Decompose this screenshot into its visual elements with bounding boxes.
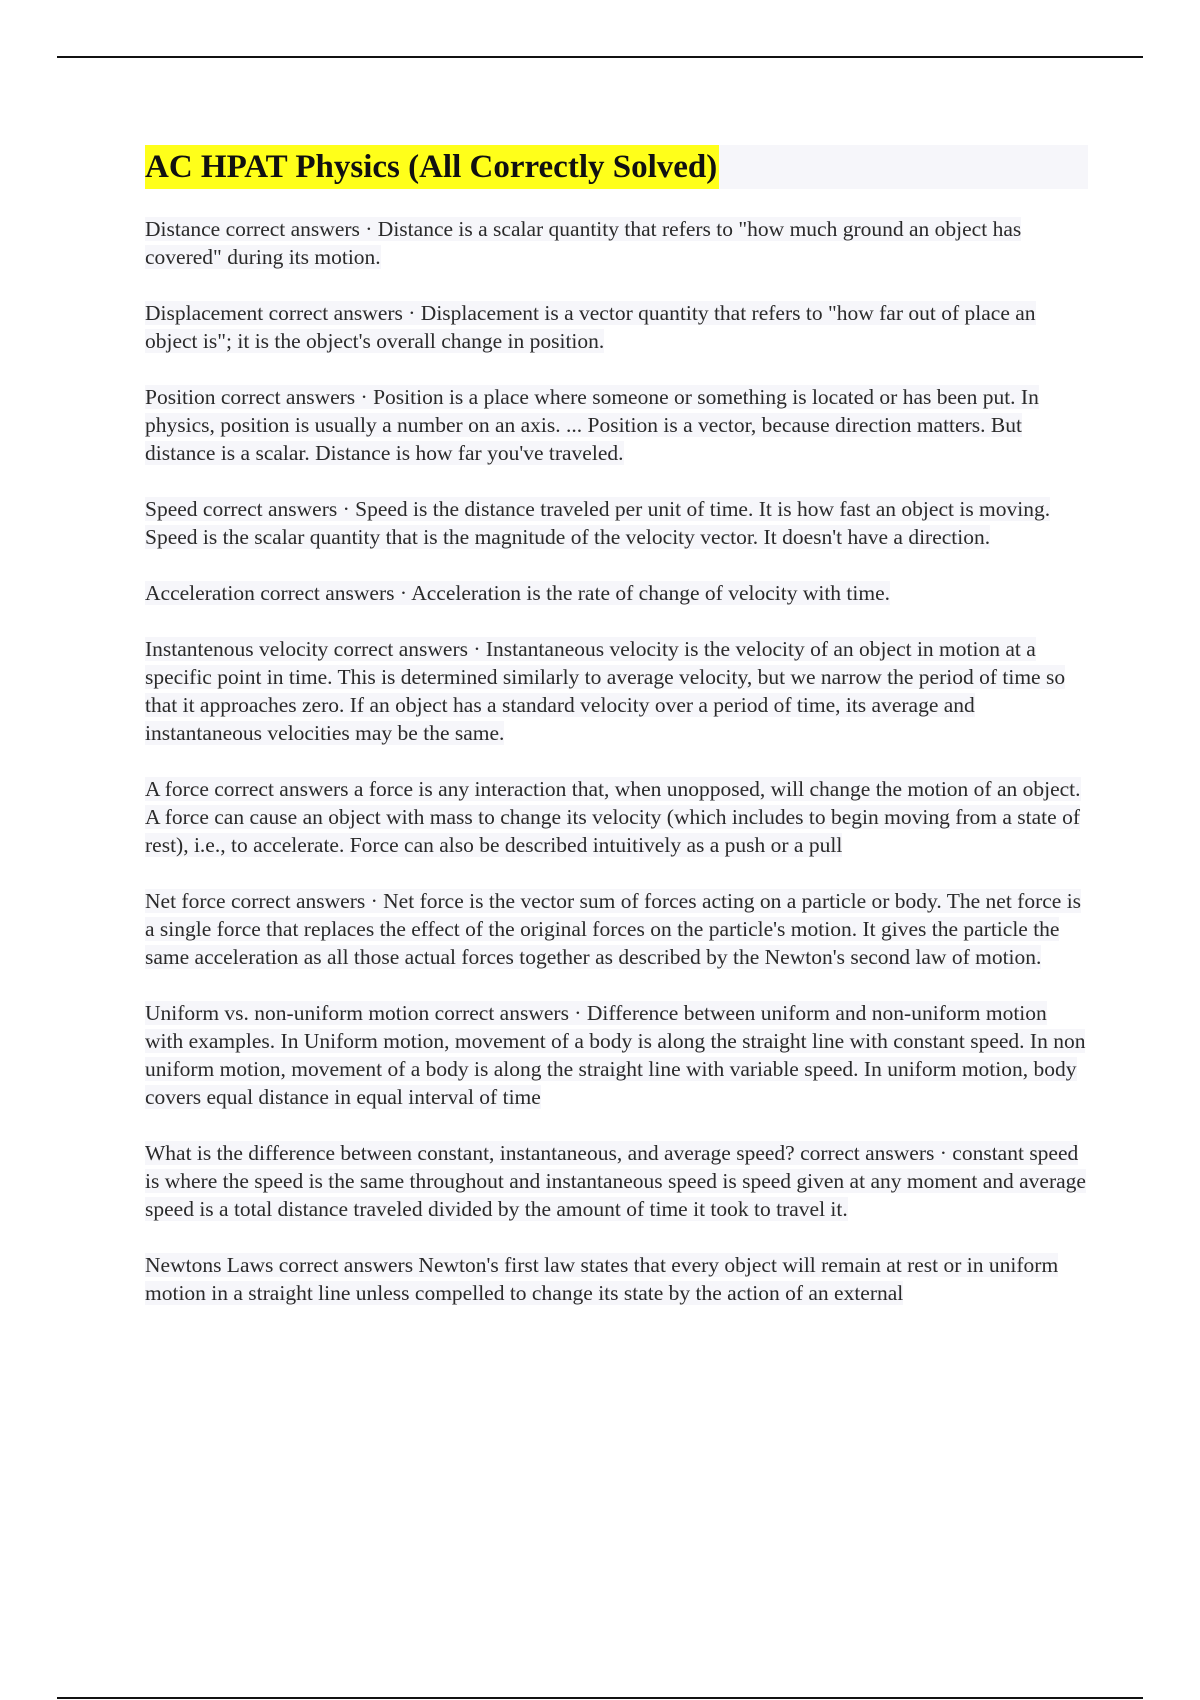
entry-text: Net force correct answers · Net force is the vector sum of forces acting on a particle or body. The net force is a single force that replaces the effect of the original forces on the particle's motion. It gives the particle the same acceleration as all those actual forces together as described by the Newton's second law of motion. <box>145 889 1082 969</box>
entry-text: Speed correct answers · Speed is the distance traveled per unit of time. It is how fast an object is moving. Speed is the scalar quantity that is the magnitude of the velocity vector. It doesn't have a direction. <box>145 497 1051 549</box>
entry-speed-types <box>145 1139 1088 1223</box>
entry-text: Uniform vs. non-uniform motion correct answers · Difference between uniform and non-uniform motion with examples. In Uniform motion, movement of a body is along the straight line with constant speed. In non uniform motion, movement of a body is along the straight line with variable speed. In uniform motion, body covers equal distance in equal interval of time <box>145 1001 1086 1109</box>
entry-newtons-laws <box>145 1251 1088 1307</box>
entry-displacement <box>145 299 1088 355</box>
title-row <box>145 145 1088 189</box>
entry-text: Instantenous velocity correct answers · Instantaneous velocity is the velocity of an object in motion at a specific point in time. This is determined similarly to average velocity, but we narrow the period of time so that it approaches zero. If an object has a standard velocity over a period of time, its average and instantaneous velocities may be the same. <box>145 637 1066 745</box>
entry-text: Distance correct answers · Distance is a scalar quantity that refers to "how much ground an object has covered" during its motion. <box>145 217 1022 269</box>
entry-text: A force correct answers a force is any interaction that, when unopposed, will change the motion of an object. A force can cause an object with mass to change its velocity (which includes to begin moving from a state of rest), i.e., to accelerate. Force can also be described intuitively as a push or a pull <box>145 777 1081 857</box>
entry-uniform-motion <box>145 999 1088 1111</box>
entry-instantaneous-velocity <box>145 635 1088 747</box>
entry-text: Acceleration correct answers · Acceleration is the rate of change of velocity with time. <box>145 581 891 605</box>
page-top-rule <box>57 56 1143 58</box>
entry-text: What is the difference between constant, instantaneous, and average speed? correct answers · constant speed is where the speed is the same throughout and instantaneous speed is speed given at any moment and average speed is a total distance traveled divided by the amount of time it took to travel it. <box>145 1141 1086 1221</box>
entry-force <box>145 775 1088 859</box>
entry-position <box>145 383 1088 467</box>
entry-acceleration <box>145 579 1088 607</box>
entry-speed <box>145 495 1088 551</box>
entry-text: Position correct answers · Position is a place where someone or something is located or has been put. In physics, position is usually a number on an axis. ... Position is a vector, because direction matters. But distance is a scalar. Distance is how far you've traveled. <box>145 385 1039 465</box>
page-bottom-rule <box>57 1697 1143 1699</box>
entry-net-force <box>145 887 1088 971</box>
document-title: AC HPAT Physics (All Correctly Solved) <box>145 145 719 189</box>
entry-text: Newtons Laws correct answers Newton's first law states that every object will remain at rest or in uniform motion in a straight line unless compelled to change its state by the action of an external <box>145 1253 1059 1305</box>
document-body <box>145 145 1088 1335</box>
entry-distance <box>145 215 1088 271</box>
entry-text: Displacement correct answers · Displacement is a vector quantity that refers to "how far out of place an object is"; it is the object's overall change in position. <box>145 301 1036 353</box>
